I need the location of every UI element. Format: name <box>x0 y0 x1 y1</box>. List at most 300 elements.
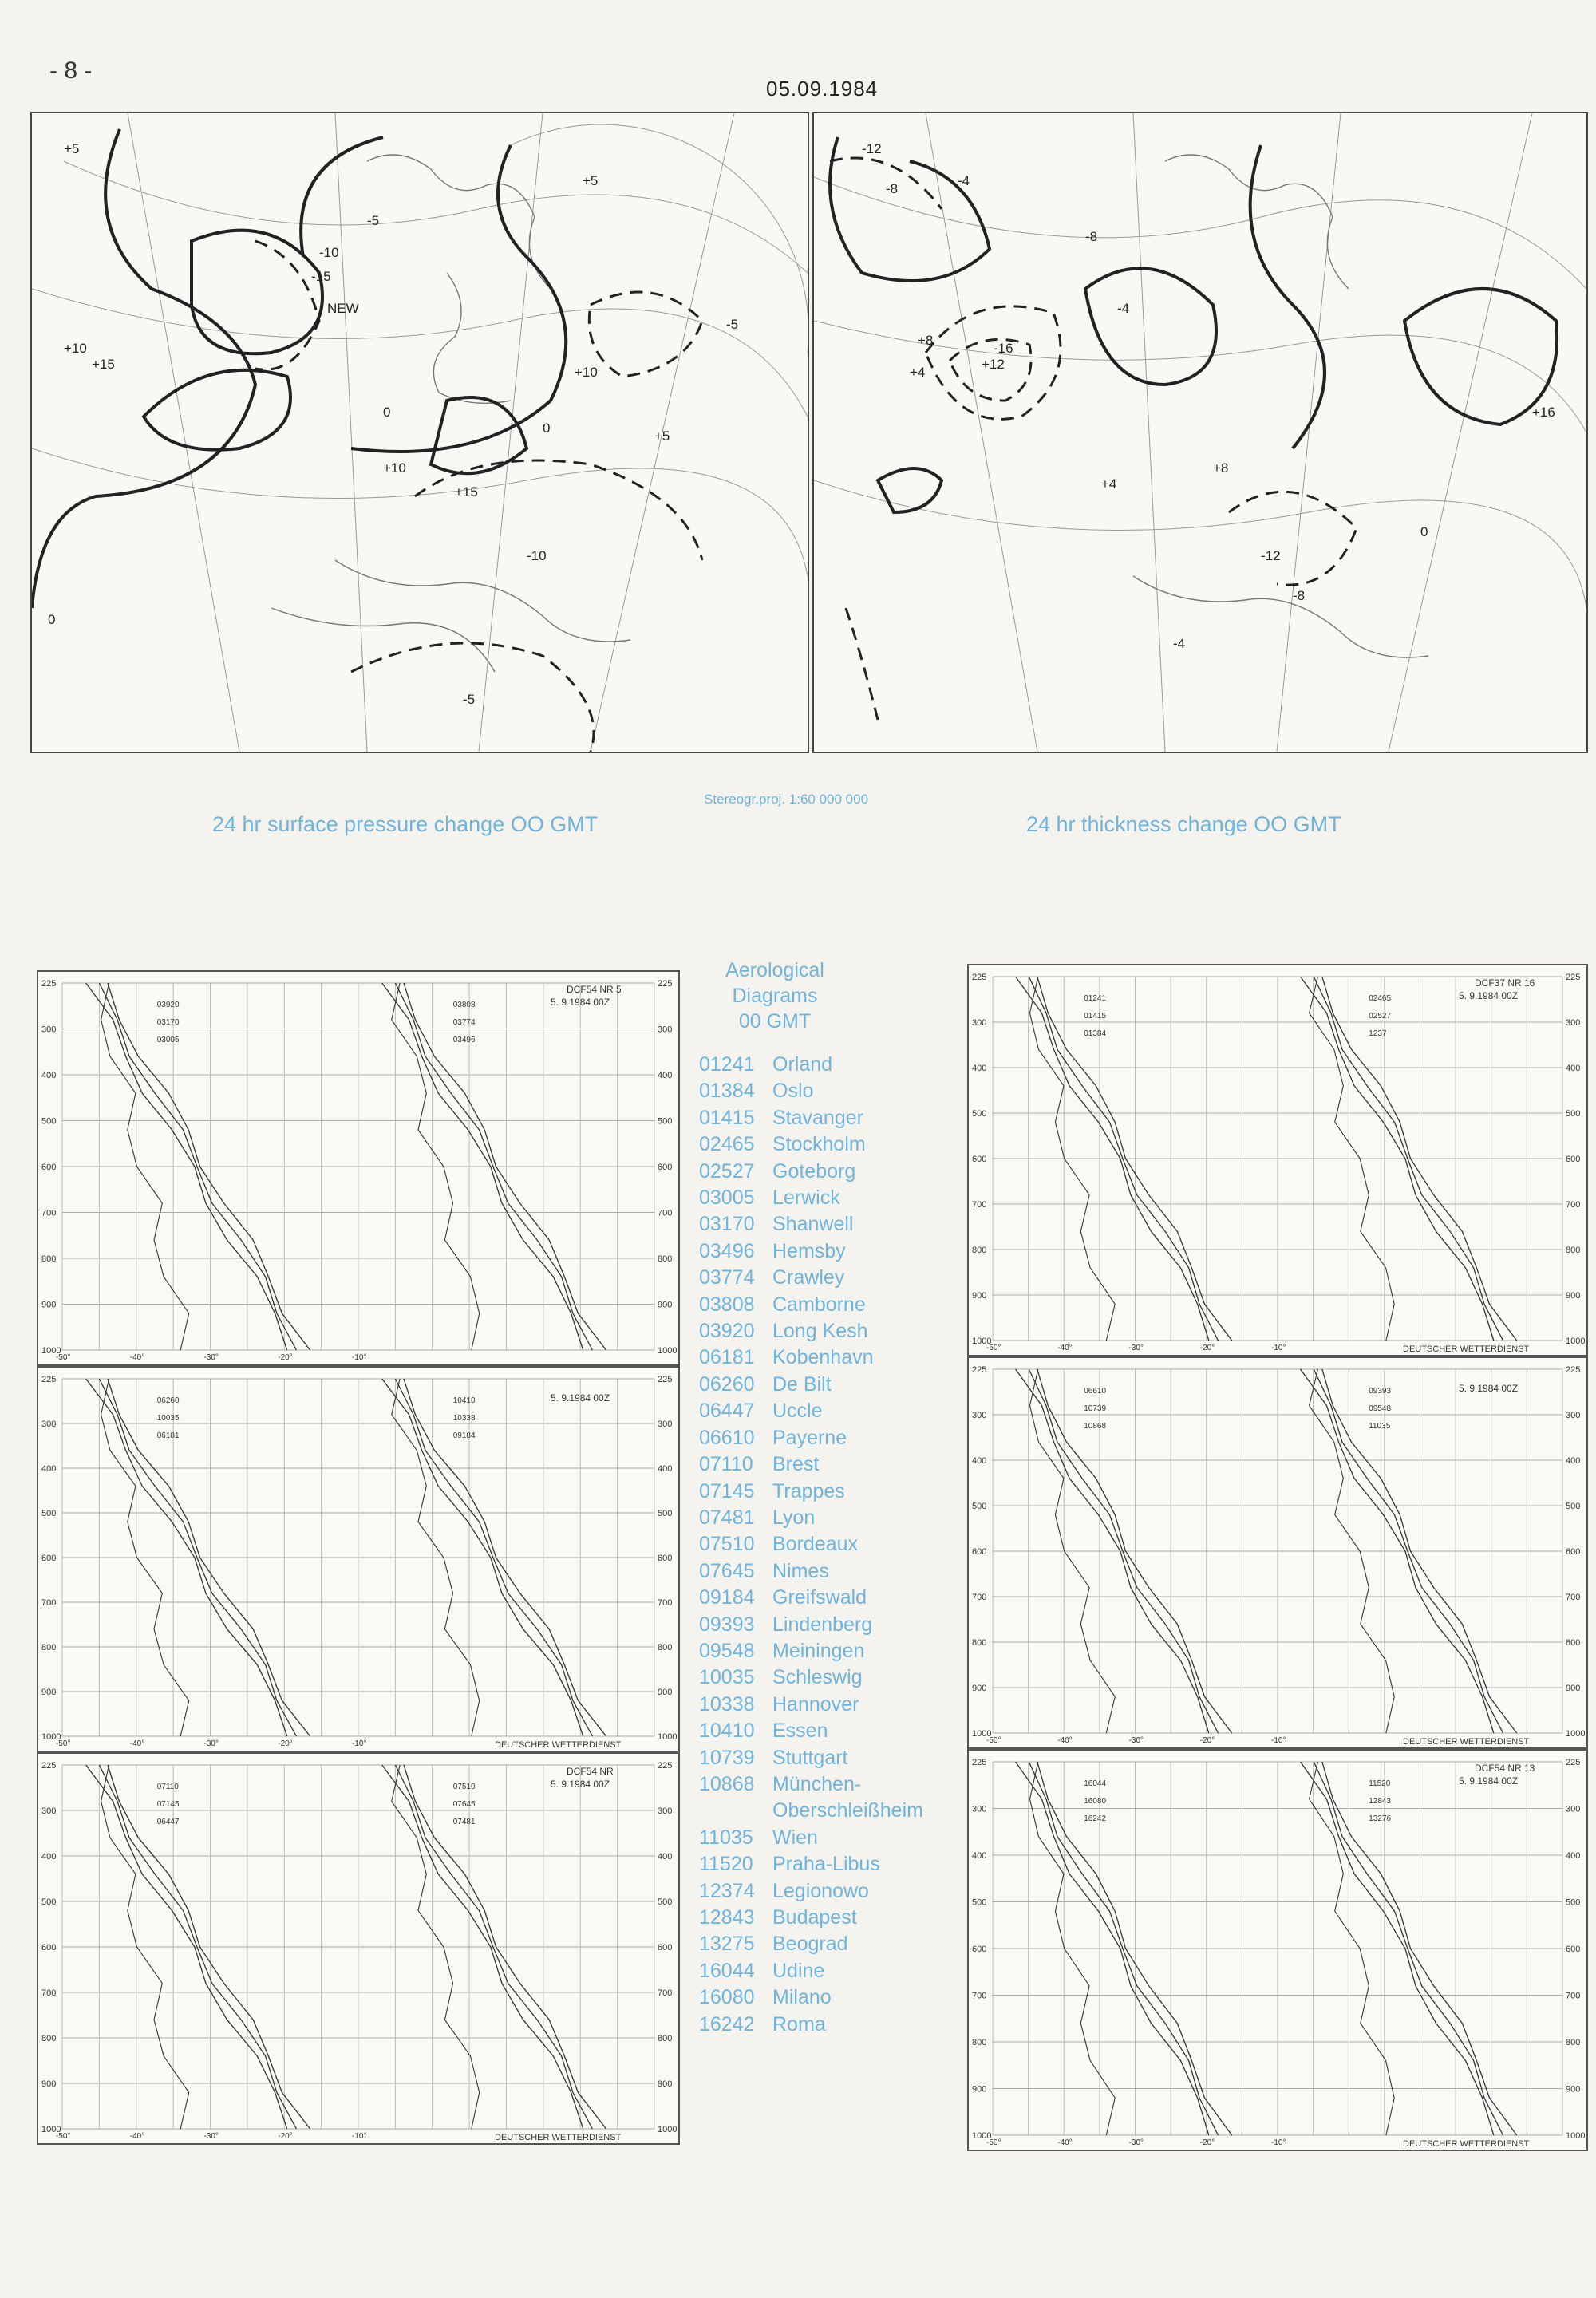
station-list <box>699 1052 962 2038</box>
station-name: Lerwick <box>772 1187 840 1210</box>
diagram-footer: DEUTSCHER WETTERDIENST <box>1403 2139 1530 2149</box>
diagram-station-code: 16044 <box>1084 1779 1107 1788</box>
pressure-label: 400 <box>1566 1064 1581 1073</box>
station-name: Stockholm <box>772 1133 866 1156</box>
pressure-label: 1000 <box>658 1732 678 1742</box>
pressure-label: 700 <box>41 1208 57 1218</box>
temp-label: -30° <box>1128 1344 1144 1352</box>
left-map-caption: 24 hr surface pressure change OO GMT <box>212 812 598 836</box>
diagram-station-code: 09184 <box>452 1431 476 1440</box>
diagram-station-code: 10338 <box>452 1414 476 1423</box>
temp-label: -50° <box>986 2138 1001 2147</box>
temp-label: -50° <box>56 1353 71 1362</box>
map-left-label: NEW <box>327 301 359 316</box>
station-row <box>699 1372 962 1398</box>
station-row <box>699 1131 962 1158</box>
pressure-label: 600 <box>658 1554 673 1563</box>
pressure-label: 300 <box>658 1419 673 1429</box>
temp-label: -20° <box>278 2132 293 2141</box>
map-right-label: -4 <box>958 173 970 188</box>
station-name: Udine <box>772 1959 825 1982</box>
temp-label: -30° <box>203 2132 219 2141</box>
station-row <box>699 1398 962 1424</box>
temp-label: -20° <box>278 1353 293 1362</box>
station-row <box>699 1771 962 1798</box>
pressure-label: 700 <box>1566 1200 1581 1210</box>
pressure-label: 300 <box>41 1025 57 1035</box>
diagram-station-code: 03808 <box>452 1001 476 1009</box>
temp-label: -50° <box>56 2132 71 2141</box>
pressure-label: 500 <box>972 1109 987 1119</box>
pressure-label: 700 <box>1566 1991 1581 2001</box>
station-code: 02465 <box>699 1133 755 1156</box>
station-code: 07510 <box>699 1533 755 1556</box>
station-row <box>699 1531 962 1558</box>
station-code: 03808 <box>699 1293 755 1316</box>
map-left-label: +15 <box>92 357 115 372</box>
map-left-label: +10 <box>575 365 598 380</box>
pressure-label: 400 <box>972 1456 987 1466</box>
temp-label: -30° <box>203 1739 219 1748</box>
diagram-date-tag: 5. 9.1984 00Z <box>1459 1775 1519 1787</box>
pressure-label: 800 <box>972 1246 987 1255</box>
diagram-station-code: 06447 <box>156 1818 180 1826</box>
diagram-header: DCF37 NR 16 <box>1475 977 1535 989</box>
diagram-station-code: 07510 <box>452 1783 476 1791</box>
diagram-footer: DEUTSCHER WETTERDIENST <box>495 1740 622 1750</box>
station-row <box>699 1344 962 1371</box>
station-row <box>699 1052 962 1078</box>
temp-label: -40° <box>129 2132 145 2141</box>
map-right-label: -8 <box>886 181 899 196</box>
station-name: Essen <box>772 1720 828 1743</box>
aerological-diagram <box>967 1749 1588 2151</box>
station-name: Payerne <box>772 1426 847 1449</box>
aerological-diagram <box>37 970 680 1366</box>
temp-label: -10° <box>1271 2138 1286 2147</box>
station-code: 16242 <box>699 2012 755 2035</box>
diagram-date-tag: 5. 9.1984 00Z <box>1459 1383 1519 1394</box>
station-row <box>699 1159 962 1185</box>
station-row <box>699 1238 962 1265</box>
pressure-label: 900 <box>658 2079 673 2089</box>
pressure-label: 900 <box>658 1688 673 1697</box>
pressure-label: 900 <box>41 1300 57 1310</box>
pressure-label: 1000 <box>41 1732 61 1742</box>
station-code: 16044 <box>699 1959 755 1982</box>
station-name: Crawley <box>772 1266 845 1289</box>
station-name: Shanwell <box>772 1213 854 1236</box>
temp-label: -20° <box>278 1739 293 1748</box>
station-code: 02527 <box>699 1159 755 1183</box>
pressure-label: 500 <box>1566 1109 1581 1119</box>
diagram-station-code: 16080 <box>1084 1797 1107 1806</box>
station-name: Uccle <box>772 1400 823 1423</box>
pressure-label: 225 <box>972 1758 987 1767</box>
pressure-label: 700 <box>658 1208 673 1218</box>
station-row <box>699 1718 962 1744</box>
diagram-station-code: 07110 <box>156 1783 179 1791</box>
map-right-label: 0 <box>1420 524 1428 539</box>
map-right-label: +8 <box>918 333 934 348</box>
station-name: Praha-Libus <box>772 1853 880 1876</box>
station-row <box>699 1451 962 1478</box>
legend-title-3: 00 GMT <box>738 1010 812 1033</box>
pressure-label: 225 <box>658 1375 673 1384</box>
pressure-label: 500 <box>41 1509 57 1518</box>
station-name: Schleswig <box>772 1666 863 1689</box>
temp-label: -20° <box>1199 1344 1215 1352</box>
pressure-label: 1000 <box>41 1346 61 1356</box>
pressure-label: 1000 <box>658 2125 678 2134</box>
pressure-label: 800 <box>972 1638 987 1648</box>
station-name: Budapest <box>772 1906 857 1929</box>
temp-label: -40° <box>1057 2138 1073 2147</box>
station-name: Trappes <box>772 1479 845 1502</box>
temp-label: -10° <box>1271 1344 1286 1352</box>
station-name: Long Kesh <box>772 1320 868 1343</box>
pressure-label: 700 <box>972 1200 987 1210</box>
pressure-label: 700 <box>658 1598 673 1608</box>
station-row <box>699 1638 962 1664</box>
temp-label: -30° <box>203 1353 219 1362</box>
pressure-label: 600 <box>1566 1155 1581 1164</box>
thickness-change-map <box>812 112 1588 753</box>
station-code: 01384 <box>699 1080 755 1103</box>
pressure-label: 1000 <box>972 1729 992 1739</box>
station-name: Beograd <box>772 1933 848 1956</box>
pressure-label: 700 <box>658 1988 673 1998</box>
station-row <box>699 1211 962 1238</box>
pressure-label: 500 <box>41 1897 57 1907</box>
pressure-label: 600 <box>972 1547 987 1557</box>
map-right-svg <box>814 113 1586 752</box>
station-name: Oberschleißheim <box>772 1799 923 1822</box>
diagram-station-code: 09548 <box>1369 1404 1392 1413</box>
pressure-label: 300 <box>41 1419 57 1429</box>
temp-label: -10° <box>352 1353 367 1362</box>
diagram-station-code: 07481 <box>452 1818 476 1826</box>
map-left-label: +5 <box>654 428 670 444</box>
station-name: Nimes <box>772 1559 829 1582</box>
station-code: 01241 <box>699 1053 755 1076</box>
diagram-station-code: 02465 <box>1369 994 1392 1003</box>
station-name: Lyon <box>772 1506 816 1529</box>
pressure-label: 1000 <box>41 2125 61 2134</box>
diagram-station-code: 16242 <box>1084 1814 1107 1823</box>
diagram-date-tag: 5. 9.1984 00Z <box>551 1779 610 1790</box>
pressure-label: 800 <box>1566 2038 1581 2047</box>
diagram-header: DCF54 NR <box>567 1766 614 1777</box>
pressure-label: 1000 <box>658 1346 678 1356</box>
pressure-label: 800 <box>1566 1638 1581 1648</box>
station-row <box>699 1265 962 1291</box>
station-row <box>699 1585 962 1611</box>
pressure-label: 900 <box>41 2079 57 2089</box>
diagram-station-code: 10410 <box>452 1396 476 1405</box>
pressure-label: 600 <box>41 1163 57 1172</box>
station-name: Hemsby <box>772 1239 846 1262</box>
station-name: Milano <box>772 1986 832 2009</box>
station-row <box>699 1692 962 1718</box>
station-name: Roma <box>772 2012 826 2035</box>
pressure-label: 300 <box>972 1411 987 1420</box>
temp-label: -10° <box>352 1739 367 1748</box>
pressure-label: 600 <box>1566 1547 1581 1557</box>
station-row <box>699 1612 962 1638</box>
pressure-label: 300 <box>1566 1411 1581 1420</box>
temp-label: -40° <box>129 1353 145 1362</box>
station-code: 11520 <box>699 1853 753 1876</box>
station-row <box>699 1185 962 1211</box>
page-date: 05.09.1984 <box>766 77 879 101</box>
diagram-station-code: 03005 <box>156 1036 180 1044</box>
station-code: 10338 <box>699 1692 755 1716</box>
station-code: 10410 <box>699 1720 755 1743</box>
surface-pressure-change-map <box>30 112 809 753</box>
pressure-label: 225 <box>972 1365 987 1375</box>
pressure-label: 225 <box>1566 1365 1581 1375</box>
station-name: De Bilt <box>772 1372 832 1396</box>
map-right-label: -4 <box>1173 636 1186 651</box>
station-name: Legionowo <box>772 1879 869 1902</box>
pressure-label: 400 <box>41 1464 57 1474</box>
pressure-label: 800 <box>1566 1246 1581 1255</box>
station-row <box>699 1798 962 1824</box>
pressure-label: 800 <box>658 1254 673 1264</box>
diagram-station-code: 10035 <box>156 1414 180 1423</box>
pressure-label: 1000 <box>972 2131 992 2141</box>
map-left-label: -10 <box>527 548 547 563</box>
map-left-label: -5 <box>367 213 380 228</box>
map-right-label: -8 <box>1085 229 1098 244</box>
station-name: München- <box>772 1772 862 1795</box>
diagram-date-tag: 5. 9.1984 00Z <box>1459 990 1519 1001</box>
page-number: - 8 - <box>49 57 93 84</box>
map-right-label: -12 <box>862 141 882 156</box>
legend-title-2: Diagrams <box>732 985 818 1007</box>
diagram-station-code: 12843 <box>1369 1797 1392 1806</box>
pressure-label: 225 <box>658 1761 673 1771</box>
station-row <box>699 2012 962 2038</box>
pressure-label: 225 <box>1566 1758 1581 1767</box>
station-code: 09393 <box>699 1613 755 1636</box>
temp-label: -30° <box>1128 1736 1144 1745</box>
pressure-label: 700 <box>972 1593 987 1602</box>
diagram-station-code: 06260 <box>156 1396 180 1405</box>
pressure-label: 900 <box>972 1684 987 1693</box>
pressure-label: 700 <box>1566 1593 1581 1602</box>
map-right-label: +4 <box>1101 476 1117 492</box>
pressure-label: 400 <box>658 1071 673 1080</box>
temp-label: -40° <box>1057 1736 1073 1745</box>
legend-title-1: Aerological <box>725 959 824 981</box>
diagram-station-code: 11035 <box>1369 1422 1391 1431</box>
aerological-diagram <box>37 1752 680 2145</box>
station-row <box>699 1905 962 1931</box>
diagram-header: DCF54 NR 13 <box>1475 1763 1535 1774</box>
diagram-date-tag: 5. 9.1984 00Z <box>551 1392 610 1404</box>
pressure-label: 900 <box>1566 1291 1581 1301</box>
map-left-label: 0 <box>543 421 551 436</box>
diagram-station-code: 06181 <box>156 1431 180 1440</box>
diagram-station-code: 03170 <box>156 1018 180 1027</box>
pressure-label: 800 <box>658 2034 673 2043</box>
diagram-station-code: 10739 <box>1084 1404 1107 1413</box>
pressure-label: 500 <box>1566 1502 1581 1511</box>
map-left-label: -10 <box>319 245 339 260</box>
pressure-label: 600 <box>41 1554 57 1563</box>
pressure-label: 600 <box>1566 1945 1581 1954</box>
diagram-station-code: 1237 <box>1369 1029 1387 1038</box>
map-right-label: +4 <box>910 365 926 380</box>
diagram-station-code: 01241 <box>1084 994 1107 1003</box>
pressure-label: 225 <box>658 979 673 989</box>
diagram-station-code: 02527 <box>1369 1012 1392 1021</box>
pressure-label: 600 <box>972 1945 987 1954</box>
aerological-diagram <box>37 1366 680 1752</box>
station-code: 07145 <box>699 1479 755 1502</box>
pressure-label: 900 <box>658 1300 673 1310</box>
pressure-label: 800 <box>41 1254 57 1264</box>
right-map-caption: 24 hr thickness change OO GMT <box>1026 812 1341 836</box>
pressure-label: 225 <box>1566 973 1581 982</box>
diagram-station-code: 03920 <box>156 1001 180 1009</box>
pressure-label: 900 <box>972 2084 987 2095</box>
station-code: 03774 <box>699 1266 755 1289</box>
station-row <box>699 1931 962 1957</box>
station-code: 03005 <box>699 1187 755 1210</box>
pressure-label: 225 <box>41 1375 57 1384</box>
station-row <box>699 1558 962 1585</box>
station-name: Wien <box>772 1826 818 1849</box>
pressure-label: 900 <box>41 1688 57 1697</box>
station-code: 03170 <box>699 1213 755 1236</box>
station-code: 13275 <box>699 1933 755 1956</box>
diagram-station-code: 09393 <box>1369 1387 1392 1396</box>
map-left-label: -5 <box>463 692 476 707</box>
pressure-label: 300 <box>658 1025 673 1035</box>
pressure-label: 800 <box>41 2034 57 2043</box>
pressure-label: 400 <box>972 1851 987 1861</box>
diagram-date-tag: 5. 9.1984 00Z <box>551 997 610 1008</box>
map-left-label: +5 <box>583 173 598 188</box>
pressure-label: 300 <box>972 1804 987 1814</box>
pressure-label: 700 <box>41 1988 57 1998</box>
station-row <box>699 1745 962 1771</box>
pressure-label: 1000 <box>1566 1729 1586 1739</box>
pressure-label: 600 <box>658 1943 673 1953</box>
diagram-station-code: 01415 <box>1084 1012 1107 1021</box>
station-row <box>699 1078 962 1104</box>
map-left-label: +10 <box>383 460 406 476</box>
station-name: Hannover <box>772 1692 859 1716</box>
aerological-diagram <box>967 964 1588 1356</box>
temp-label: -20° <box>1199 2138 1215 2147</box>
station-code: 09548 <box>699 1639 755 1662</box>
map-left-label: -15 <box>311 269 331 284</box>
map-left-label: 0 <box>48 612 56 627</box>
temp-label: -50° <box>56 1739 71 1748</box>
pressure-label: 500 <box>972 1897 987 1908</box>
station-name: Stuttgart <box>772 1746 848 1769</box>
pressure-label: 1000 <box>1566 2131 1586 2141</box>
pressure-label: 500 <box>41 1116 57 1127</box>
map-right-label: +12 <box>982 357 1005 372</box>
map-right-label: -4 <box>1117 301 1130 316</box>
pressure-label: 600 <box>41 1943 57 1953</box>
temp-label: -50° <box>986 1736 1001 1745</box>
pressure-label: 300 <box>1566 1018 1581 1028</box>
station-name: Meiningen <box>772 1639 865 1662</box>
station-row <box>699 1318 962 1344</box>
map-left-label: -5 <box>726 317 739 332</box>
pressure-label: 700 <box>41 1598 57 1608</box>
pressure-label: 900 <box>1566 2084 1581 2095</box>
diagram-footer: DEUTSCHER WETTERDIENST <box>1403 1344 1530 1354</box>
projection-note: Stereogr.proj. 1:60 000 000 <box>704 792 869 807</box>
temp-label: -10° <box>352 2132 367 2141</box>
pressure-label: 300 <box>1566 1804 1581 1814</box>
pressure-label: 500 <box>972 1502 987 1511</box>
pressure-label: 400 <box>972 1064 987 1073</box>
diagram-station-code: 10868 <box>1084 1422 1107 1431</box>
station-name: Camborne <box>772 1293 866 1316</box>
diagram-footer: DEUTSCHER WETTERDIENST <box>495 2133 622 2142</box>
station-name: Greifswald <box>772 1586 867 1609</box>
station-row <box>699 1292 962 1318</box>
temp-label: -20° <box>1199 1736 1215 1745</box>
pressure-label: 500 <box>1566 1897 1581 1908</box>
station-code: 01415 <box>699 1106 755 1129</box>
diagram-station-code: 06610 <box>1084 1387 1107 1396</box>
pressure-label: 700 <box>972 1991 987 2001</box>
station-name: Brest <box>772 1453 820 1476</box>
pressure-label: 400 <box>658 1464 673 1474</box>
station-row <box>699 1984 962 2011</box>
pressure-label: 800 <box>972 2038 987 2047</box>
station-code: 16080 <box>699 1986 755 2009</box>
station-code: 12843 <box>699 1906 755 1929</box>
pressure-label: 500 <box>658 1116 673 1127</box>
station-code: 10035 <box>699 1666 755 1689</box>
diagram-station-code: 13276 <box>1369 1814 1392 1823</box>
station-code: 07645 <box>699 1559 755 1582</box>
map-right-label: -16 <box>994 341 1013 356</box>
map-right-label: +8 <box>1213 460 1229 476</box>
station-code: 12374 <box>699 1879 755 1902</box>
pressure-label: 1000 <box>972 1337 992 1346</box>
station-legend <box>699 958 962 2038</box>
station-name: Kobenhavn <box>772 1346 874 1369</box>
temp-label: -10° <box>1271 1736 1286 1745</box>
pressure-label: 600 <box>658 1163 673 1172</box>
map-right-label: -8 <box>1293 588 1306 603</box>
pressure-label: 300 <box>658 1806 673 1816</box>
pressure-label: 225 <box>972 973 987 982</box>
pressure-label: 300 <box>972 1018 987 1028</box>
map-left-svg <box>32 113 808 752</box>
station-code: 07481 <box>699 1506 755 1529</box>
station-code: 10739 <box>699 1746 755 1769</box>
pressure-label: 900 <box>972 1291 987 1301</box>
temp-label: -40° <box>1057 1344 1073 1352</box>
pressure-label: 300 <box>41 1806 57 1816</box>
map-left-label: +15 <box>455 484 478 499</box>
aerological-diagram <box>967 1356 1588 1749</box>
station-code: 06447 <box>699 1400 755 1423</box>
station-code: 10868 <box>699 1772 755 1795</box>
